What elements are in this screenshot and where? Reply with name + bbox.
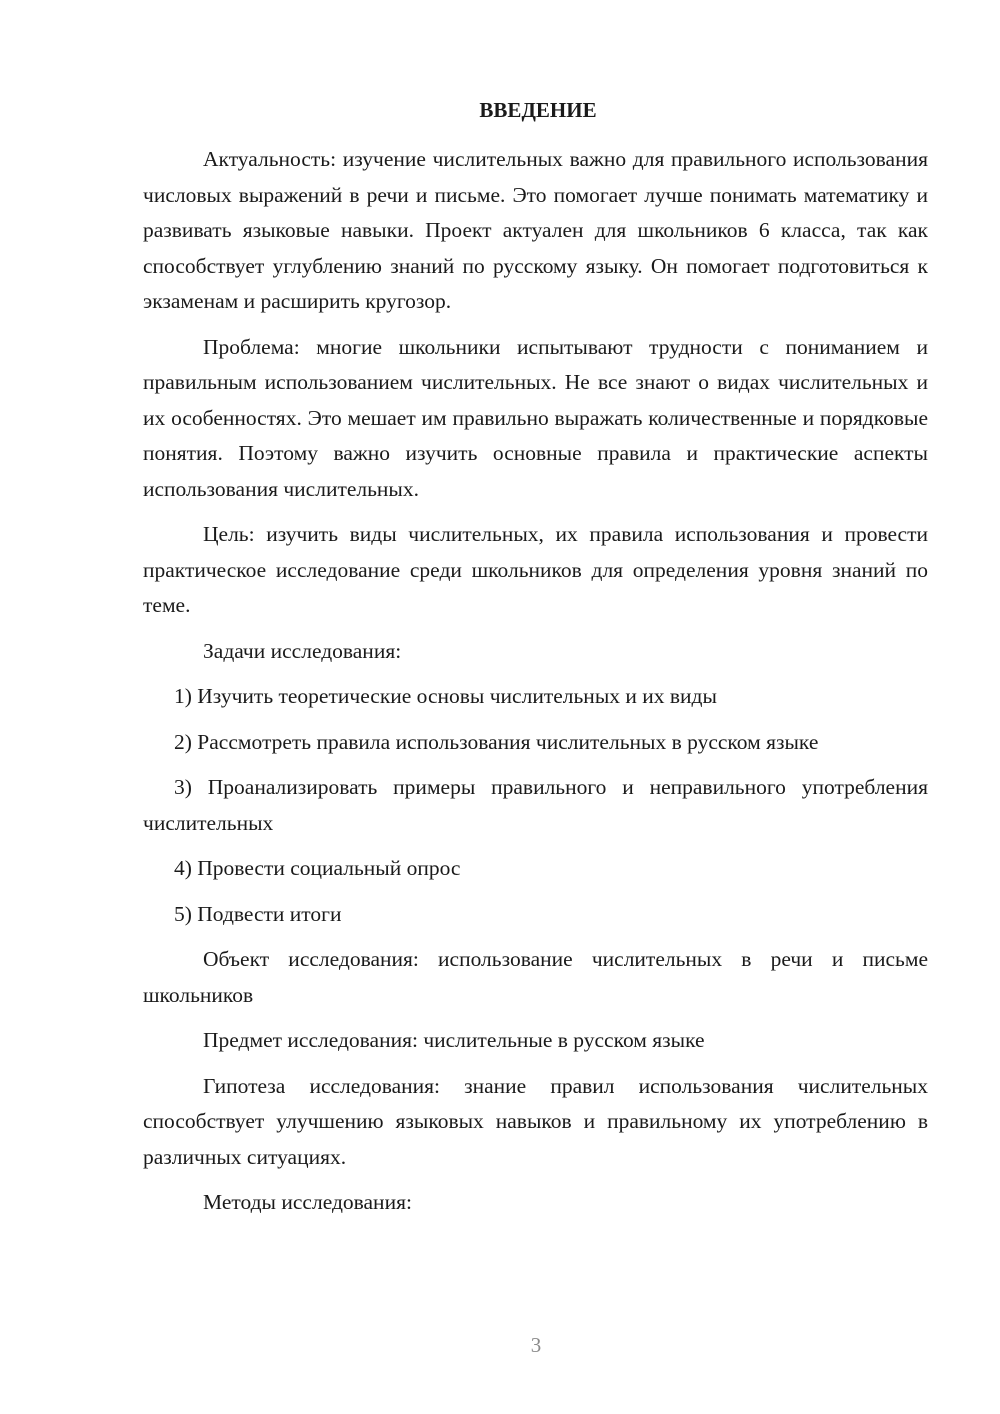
paragraph-relevance: Актуальность: изучение числительных важно для правильного использования числовых выражений в речи и письме. Это помогает лучше понимать математику и развивать языковые навыки. Проект актуален для школьников 6 класса, так как способствует углублению знаний по русскому языку. Он помогает подготовиться к экзаменам и расширить кругозор.: [143, 147, 928, 313]
paragraph-subject: Предмет исследования: числительные в русском языке: [203, 1028, 705, 1052]
paragraph-hypothesis: Гипотеза исследования: знание правил использования числительных способствует улучшению языковых навыков и правильному их употреблению в различных ситуациях.: [143, 1073, 928, 1169]
paragraph-methods: Методы исследования:: [203, 1190, 412, 1214]
task-item-4: 4) Провести социальный опрос: [174, 856, 461, 880]
task-item-5: 5) Подвести итоги: [174, 901, 342, 926]
task-item-2: 2) Рассмотреть правила использования числительных в русском языке: [174, 729, 819, 754]
task-item-3: 3) Проанализировать примеры правильного и неправильного употребления числительных: [143, 775, 928, 835]
section-title: ВВЕДЕНИЕ: [479, 98, 597, 122]
document-page: [143, 93, 928, 1231]
task-item-1: 1) Изучить теоретические основы числительных и их виды: [174, 684, 717, 708]
paragraph-tasks-heading: Задачи исследования:: [203, 638, 402, 663]
page-number: 3: [530, 1333, 542, 1357]
paragraph-object: Объект исследования: использование числительных в речи и письме школьников: [143, 947, 928, 1007]
paragraph-problem: Проблема: многие школьники испытывают трудности с пониманием и правильным использованием числительных. Не все знают о видах числительных и их особенностях. Это мешает им правильно выражать количественные и порядковые понятия. Поэтому важно изучить основные правила и практические аспекты использования числительных.: [143, 334, 928, 501]
paragraph-goal: Цель: изучить виды числительных, их правила использования и провести практическое исследование среди школьников для определения уровня знаний по теме.: [143, 522, 928, 617]
